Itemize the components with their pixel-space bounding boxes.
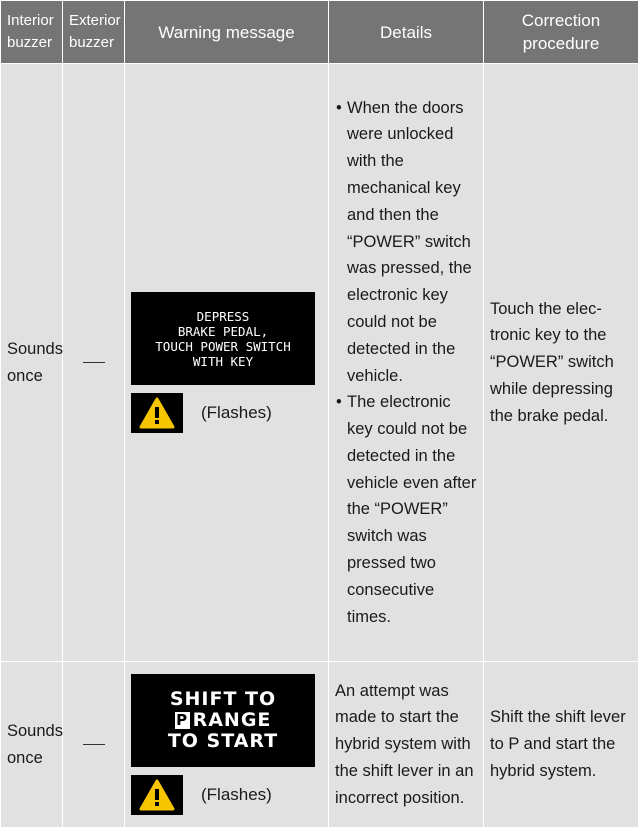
interior-buzzer-cell: Sounds once xyxy=(1,662,63,828)
flash-label: (Flashes) xyxy=(201,784,272,804)
header-warning-message: Warning message xyxy=(125,1,329,64)
display-line: WITH KEY xyxy=(192,353,254,369)
warning-triangle-icon xyxy=(131,393,183,433)
warning-display xyxy=(131,292,315,385)
warning-message-cell xyxy=(125,662,329,828)
details-bullet: • The electronic key could not be detected in the vehicle even after the “POWER” switch was pressed two consecutive times. xyxy=(335,389,477,630)
header-details: Details xyxy=(329,1,484,64)
correction-cell: Touch the elec-tronic key to the “POWER” switch while depressing the brake pedal. xyxy=(484,64,639,662)
display-line: RANGE xyxy=(192,709,272,731)
display-line: DEPRESS xyxy=(196,308,250,324)
dash-mark xyxy=(83,744,105,745)
warning-triangle-icon xyxy=(131,775,183,815)
display-line: TOUCH POWER SWITCH xyxy=(155,338,291,354)
header-correction-procedure: Correction procedure xyxy=(484,1,639,64)
display-line-range xyxy=(131,710,315,731)
flash-indicator xyxy=(131,775,322,815)
dash-mark xyxy=(83,362,105,363)
exterior-buzzer-cell xyxy=(63,64,125,662)
display-line: SHIFT TO xyxy=(169,688,277,710)
display-line: TO START xyxy=(167,730,279,752)
details-list xyxy=(335,95,477,631)
table-row xyxy=(1,662,639,828)
table-row xyxy=(1,64,639,662)
interior-buzzer-cell: Sounds once xyxy=(1,64,63,662)
details-cell: An attempt was made to start the hybrid system with the shift lever in an incorrect position. xyxy=(329,662,484,828)
header-interior-buzzer: Interior buzzer xyxy=(1,1,63,64)
header-row xyxy=(1,1,639,64)
flash-indicator xyxy=(131,393,322,433)
p-range-badge: P xyxy=(176,711,189,729)
flash-label: (Flashes) xyxy=(201,402,272,422)
correction-cell: Shift the shift lever to P and start the hybrid system. xyxy=(484,662,639,828)
header-exterior-buzzer: Exterior buzzer xyxy=(63,1,125,64)
details-bullet: • When the doors were unlocked with the mechanical key and then the “POWER” switch was pressed, the electronic key could not be detected in the vehicle. xyxy=(335,95,477,390)
warning-display xyxy=(131,674,315,767)
details-cell xyxy=(329,64,484,662)
warning-message-cell xyxy=(125,64,329,662)
display-line: BRAKE PEDAL, xyxy=(177,323,269,339)
exterior-buzzer-cell xyxy=(63,662,125,828)
